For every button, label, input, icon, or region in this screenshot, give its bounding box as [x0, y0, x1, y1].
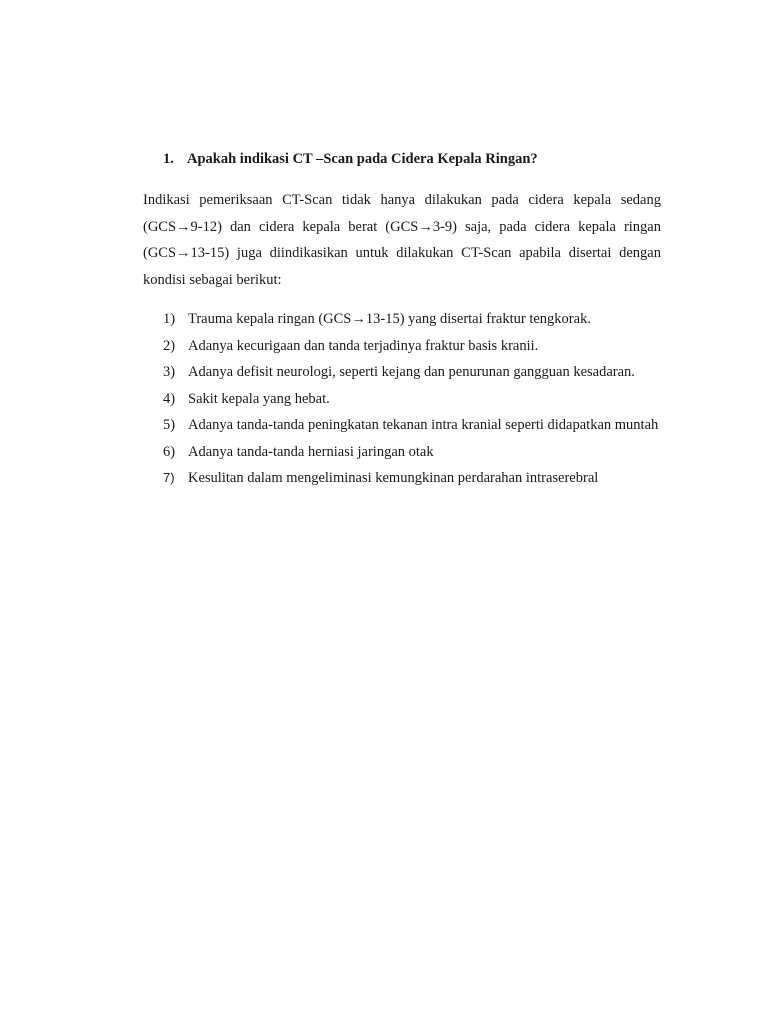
list-item-text: Adanya tanda-tanda herniasi jaringan otak [188, 443, 434, 460]
list-marker: 3) [163, 364, 176, 380]
list-item [163, 386, 661, 413]
list-item [163, 333, 661, 360]
indication-list [163, 306, 661, 492]
heading-text: Apakah indikasi CT –Scan pada Cidera Kepala Ringan? [187, 151, 538, 167]
list-marker: 4) [163, 390, 176, 407]
list-marker: 1) [163, 311, 176, 327]
heading-number: 1. [163, 151, 174, 167]
list-marker: 5) [163, 417, 176, 433]
list-item [163, 306, 661, 333]
list-item [163, 465, 661, 492]
list-item [163, 412, 661, 439]
list-item-text: Kesulitan dalam mengeliminasi kemungkinan perdarahan intraserebral [188, 470, 599, 486]
question-heading [163, 148, 663, 170]
list-marker: 6) [163, 443, 176, 460]
list-item-text: Adanya tanda-tanda peningkatan tekanan intra kranial seperti didapatkan muntah [188, 417, 659, 433]
list-item [163, 439, 661, 466]
list-marker: 2) [163, 337, 176, 354]
intro-paragraph: Indikasi pemeriksaan CT-Scan tidak hanya dilakukan pada cidera kepala sedang (GCS→9-12) dan cidera kepala berat (GCS→3-9) saja, pada cidera kepala ringan (GCS→13-15) juga diindikasikan untuk dilakukan CT-Scan apabila disertai dengan kondisi sebagai berikut: [143, 192, 661, 288]
list-item [163, 359, 661, 386]
list-item-text: Trauma kepala ringan (GCS→13-15) yang disertai fraktur tengkorak. [188, 311, 591, 327]
list-item-text: Adanya kecurigaan dan tanda terjadinya fraktur basis kranii. [188, 337, 539, 354]
list-item-text: Adanya defisit neurologi, seperti kejang dan penurunan gangguan kesadaran. [188, 364, 635, 380]
list-marker: 7) [163, 470, 175, 485]
list-item-text: Sakit kepala yang hebat. [188, 390, 330, 407]
